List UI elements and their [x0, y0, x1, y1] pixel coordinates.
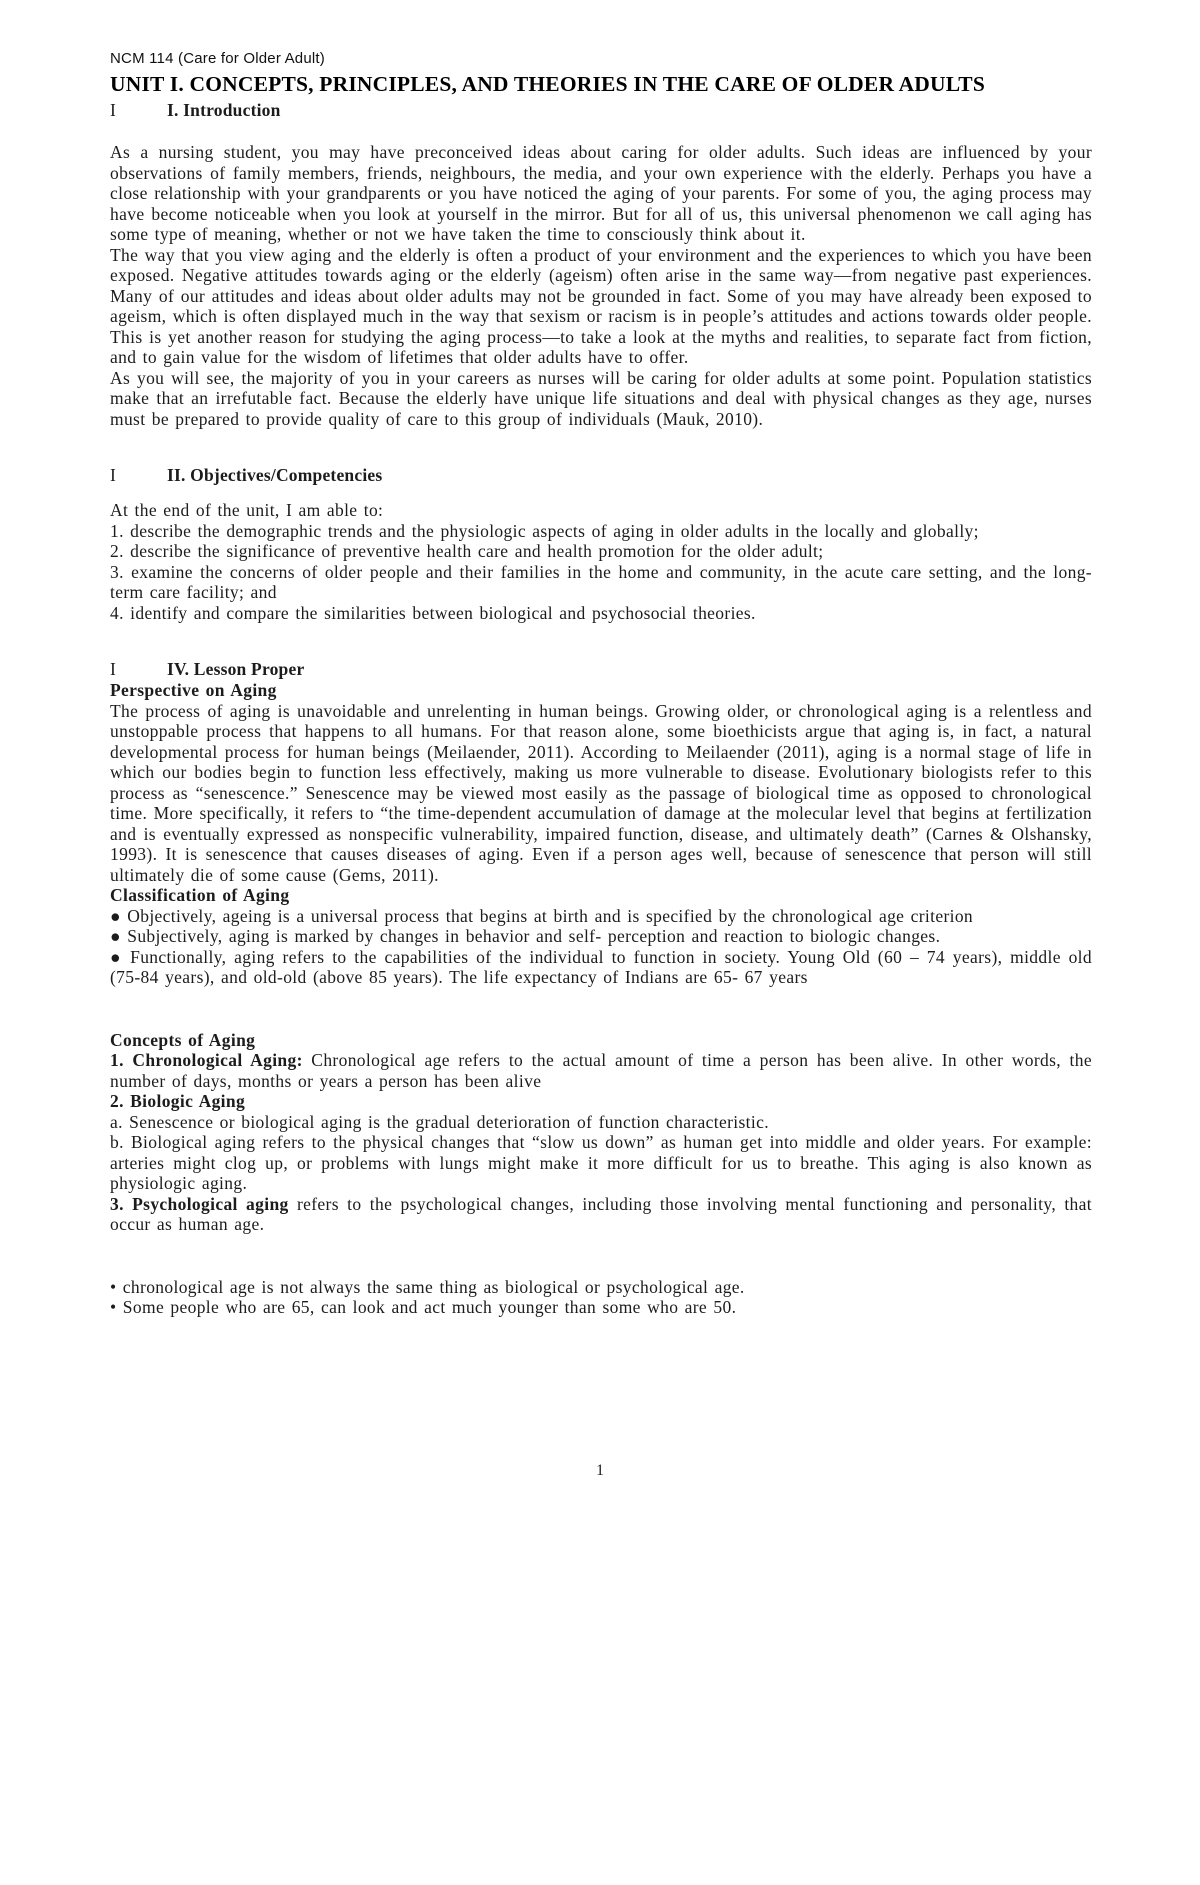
classification-bullet: ● Objectively, ageing is a universal process that begins at birth and is specified by the chronological age criterion — [110, 905, 974, 926]
concept-biologic-a: a. Senescence or biological aging is the gradual deterioration of function characteristic. — [110, 1111, 769, 1132]
concept-psychological-label: 3. Psychological aging — [110, 1193, 289, 1214]
section-heading-introduction: I. Introduction — [167, 100, 281, 120]
concept-chronological-text: Chronological age refers to the actual amount of time a person has been alive. In other words, the number of days, months or years a person has been alive — [110, 1050, 1092, 1091]
note-item: • Some people who are 65, can look and act much younger than some who are 50. — [110, 1297, 737, 1317]
intro-paragraph: As a nursing student, you may have preconceived ideas about caring for older adults. Such ideas are influenced by your observations of family members, friends, neighbours, the media, and your own experience with the elderly. Perhaps you have a close relationship with your grandparents or you have noticed the aging of your parents. For some of you, the aging process may have become noticeable when you look at yourself in the mirror. But for all of us, this universal phenomenon we call aging has some type of meaning, whether or not we have taken the time to consciously think about it. — [110, 142, 1092, 244]
concept-psychological — [110, 1194, 1092, 1235]
concept-psychological-text: refers to the psychological changes, including those involving mental functioning and personality, that occur as human age. — [110, 1193, 1092, 1234]
perspective-heading: Perspective on Aging — [110, 680, 277, 700]
section-marker: I — [110, 100, 116, 120]
objective-item: 1. describe the demographic trends and the physiologic aspects of aging in older adults in the locally and globally; — [110, 520, 979, 541]
section-marker: I — [110, 465, 116, 485]
objective-item: 3. examine the concerns of older people and their families in the home and community, in the acute care setting, and the long-term care facility; and — [110, 561, 1092, 602]
lesson-section-heading-row — [110, 659, 1092, 680]
classification-heading: Classification of Aging — [110, 885, 290, 905]
concept-chronological — [110, 1050, 1092, 1091]
perspective-paragraph: The process of aging is unavoidable and unrelenting in human beings. Growing older, or chronological aging is a relentless and unstoppable process that happens to all humans. For that reason alone, some bioethicists argue that aging is, in fact, a natural developmental process for human beings (Meilaender, 2011). According to Meilaender (2011), aging is a normal stage of life in which our bodies begin to function less effectively, making us more vulnerable to disease. Evolutionary biologists refer to this process as “senescence.” Senescence may be viewed most easily as the passage of biological time as opposed to chronological time. More specifically, it refers to “the time-dependent accumulation of damage at the molecular level that begins at fertilization and is eventually expressed as nonspecific vulnerability, impaired function, disease, and ultimately death” (Carnes & Olshansky, 1993). It is senescence that causes diseases of aging. Even if a person ages well, because of senescence that person will still ultimately die of some cause (Gems, 2011). — [110, 700, 1092, 885]
section-heading-lesson-proper: IV. Lesson Proper — [167, 659, 305, 679]
concept-biologic-heading: 2. Biologic Aging — [110, 1091, 246, 1111]
intro-paragraph: The way that you view aging and the elderly is often a product of your environment and the experiences to which you have been exposed. Negative attitudes towards aging or the elderly (ageism) often arise in the same way—from negative past experiences. Many of our attitudes and ideas about older adults may not be grounded in fact. Some of you may have already been exposed to ageism, which is often displayed much in the way that sexism or racism is in people’s attitudes and actions towards older people. This is yet another reason for studying the aging process—to take a look at the myths and realities, to separate fact from fiction, and to gain value for the wisdom of lifetimes that older adults have to offer. — [110, 244, 1092, 367]
objectives-section-heading-row — [110, 465, 1092, 486]
section-heading-objectives: II. Objectives/Competencies — [167, 465, 383, 485]
intro-section-heading-row — [110, 100, 1092, 121]
page-number: 1 — [596, 1462, 604, 1479]
classification-bullet: ● Subjectively, aging is marked by changes in behavior and self- perception and reaction to biologic changes. — [110, 926, 941, 946]
unit-title: UNIT I. CONCEPTS, PRINCIPLES, AND THEORIES IN THE CARE OF OLDER ADULTS — [110, 72, 986, 96]
concept-chronological-label: 1. Chronological Aging: — [110, 1050, 303, 1070]
classification-bullet: ● Functionally, aging refers to the capabilities of the individual to function in society. Young Old (60 – 74 years), middle old (75-84 years), and old-old (above 85 years). The life expectancy of Indians are 65- 67 years — [110, 946, 1092, 987]
course-code: NCM 114 (Care for Older Adult) — [110, 50, 325, 67]
objective-item: 4. identify and compare the similarities between biological and psychosocial theories. — [110, 602, 756, 623]
section-marker: I — [110, 659, 116, 679]
concept-biologic-b: b. Biological aging refers to the physical changes that “slow us down” as human get into middle and older years. For example: arteries might clog up, or problems with lungs might make it more difficult for us to breathe. This aging is also known as physiologic aging. — [110, 1132, 1092, 1193]
concepts-heading: Concepts of Aging — [110, 1029, 256, 1050]
intro-paragraph: As you will see, the majority of you in your careers as nurses will be caring for older adults at some point. Population statistics make that an irrefutable fact. Because the elderly have unique life situations and deal with physical changes as they age, nurses must be prepared to provide quality of care to this group of individuals (Mauk, 2010). — [110, 367, 1092, 429]
objectives-lead: At the end of the unit, I am able to: — [110, 500, 384, 520]
objective-item: 2. describe the significance of preventive health care and health promotion for the older adult; — [110, 541, 824, 561]
note-item: • chronological age is not always the same thing as biological or psychological age. — [110, 1276, 745, 1297]
